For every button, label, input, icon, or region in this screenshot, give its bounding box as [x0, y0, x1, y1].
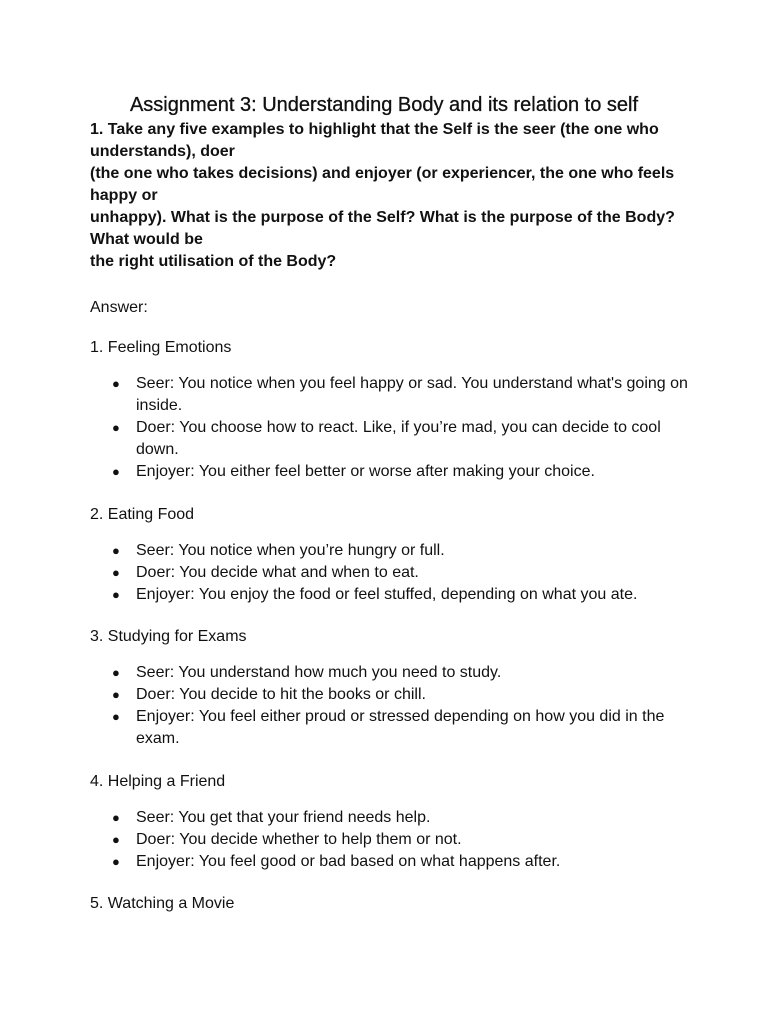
section-studying-for-exams [90, 626, 690, 750]
list-item: ● Seer: You notice when you’re hungry or full. [90, 540, 690, 562]
section-helping-a-friend [90, 771, 690, 873]
list-item: ● Enjoyer: You enjoy the food or feel stuffed, depending on what you ate. [90, 584, 690, 606]
section-heading: 2. Eating Food [90, 506, 195, 523]
question-line: the right utilisation of the Body? [90, 253, 337, 270]
question-line: unhappy). What is the purpose of the Self? What is the purpose of the Body? What would be [90, 209, 675, 248]
document-title: Assignment 3: Understanding Body and its relation to self [129, 94, 639, 116]
list-item: ● Doer: You choose how to react. Like, if you’re mad, you can decide to cool down. [90, 417, 690, 461]
answer-label: Answer: [90, 299, 148, 316]
list-item: ● Doer: You decide to hit the books or chill. [90, 684, 690, 706]
bullet-list [90, 662, 690, 750]
list-item: ● Enjoyer: You feel good or bad based on what happens after. [90, 851, 690, 873]
question-text [90, 119, 700, 273]
list-item: ● Seer: You understand how much you need to study. [90, 662, 690, 684]
section-eating-food [90, 504, 690, 606]
bullet-list [90, 373, 690, 483]
list-item: ● Seer: You get that your friend needs help. [90, 807, 690, 829]
list-item: ● Doer: You decide whether to help them or not. [90, 829, 690, 851]
list-item: ● Doer: You decide what and when to eat. [90, 562, 690, 584]
bullet-list [90, 540, 690, 606]
list-item: ● Enjoyer: You either feel better or worse after making your choice. [90, 461, 690, 483]
bullet-list [90, 807, 690, 873]
list-item: ● Enjoyer: You feel either proud or stressed depending on how you did in the exam. [90, 706, 690, 750]
section-heading: 5. Watching a Movie [90, 895, 235, 912]
section-feeling-emotions [90, 337, 690, 483]
question-line: (the one who takes decisions) and enjoyer (or experiencer, the one who feels happy or [90, 165, 675, 204]
section-watching-a-movie [90, 893, 690, 915]
section-heading: 4. Helping a Friend [90, 773, 226, 790]
question-line: 1. Take any five examples to highlight that the Self is the seer (the one who understands), doer [90, 121, 659, 160]
list-item: ● Seer: You notice when you feel happy or sad. You understand what's going on inside. [90, 373, 690, 417]
section-heading: 1. Feeling Emotions [90, 339, 232, 356]
section-heading: 3. Studying for Exams [90, 628, 247, 645]
